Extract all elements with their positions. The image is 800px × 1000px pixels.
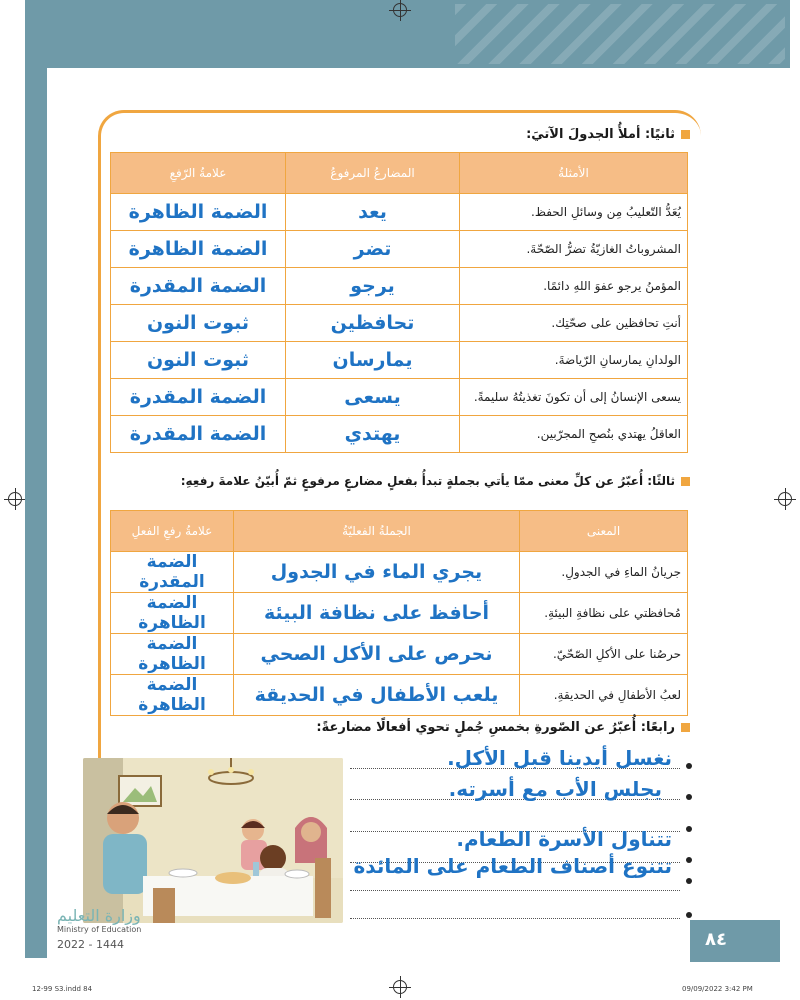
table-row [111,675,688,716]
section3-table [110,510,688,716]
ministry-name-arabic: وزارة التعليم [57,906,141,925]
section2-table [110,152,688,453]
table-header-row [111,511,688,552]
column-header: الجملةُ الفعليّةُ [234,511,520,552]
section2-title [526,127,690,142]
meaning-cell: حرصُنا على الأكلِ الصّحّيّ. [520,634,688,675]
table-row [111,634,688,675]
column-header: الأمثلةُ [460,153,688,194]
mark-answer-cell: الضمة المقدرة [111,379,286,416]
print-timestamp: 09/09/2022 3:42 PM [682,985,753,993]
file-slug: 12-99 S3.indd 84 [32,985,93,993]
bullet-square-icon [681,130,690,139]
bullet-dot-icon [686,794,692,800]
mark-answer-cell: الضمة المقدرة [111,552,234,593]
verb-answer-cell: تحافظين [286,305,460,342]
ministry-logo [57,906,141,951]
handwritten-answer: يجلس الأب مع أسرته. [448,777,662,801]
handwritten-answer: نغسل أيدينا قبل الأكل. [447,746,672,770]
registration-mark-icon [393,980,407,994]
verb-answer-cell: يهتدي [286,416,460,453]
table-row [111,416,688,453]
bullet-dot-icon [686,763,692,769]
left-decorative-strip [25,68,47,958]
example-cell: الولدانِ يمارسانِ الرّياضةَ. [460,342,688,379]
verb-answer-cell: يمارسان [286,342,460,379]
example-cell: المؤمنُ يرجو عفوَ اللهِ دائمًا. [460,268,688,305]
table-row [111,593,688,634]
mark-answer-cell: الضمة الظاهرة [111,634,234,675]
section4-title [316,720,690,735]
family-dinner-illustration [83,758,343,923]
sentence-answer-cell: نحرص على الأكل الصحي [234,634,520,675]
table-row [111,194,688,231]
mark-answer-cell: الضمة الظاهرة [111,593,234,634]
edition-year: 2022 - 1444 [57,938,124,951]
verb-answer-cell: تضر [286,231,460,268]
example-cell: يُعَدُّ التّعليبُ مِن وسائلِ الحفظ. [460,194,688,231]
handwritten-answer: تتناول الأسرة الطعام. [456,827,672,851]
verb-answer-cell: يعد [286,194,460,231]
handwritten-answer: تتنوع أصناف الطعام على المائدة [353,854,672,878]
mark-answer-cell: الضمة الظاهرة [111,231,286,268]
section3-title-text: ثالثًا: أُعبّرُ عن كلِّ معنى ممّا يأتي بجملةٍ تبدأُ بفعلٍ مضارعٍ مرفوعٍ ثمّ أُبيّنُ علامةَ رفعِهِ: [180,474,675,488]
meaning-cell: مُحافظتي على نظافةِ البيئةِ. [520,593,688,634]
bullet-square-icon [681,723,690,732]
table-row [111,231,688,268]
table-row [111,268,688,305]
mark-answer-cell: الضمة الظاهرة [111,194,286,231]
page-number-tab [690,920,780,962]
meaning-cell: لعبُ الأطفالِ في الحديقةِ. [520,675,688,716]
table-row [111,305,688,342]
answer-line [350,918,680,919]
mark-answer-cell: ثبوت النون [111,305,286,342]
example-cell: العاقلُ يهتدي بنُصحِ المجرّبين. [460,416,688,453]
bullet-dot-icon [686,857,692,863]
mark-answer-cell: الضمة الظاهرة [111,675,234,716]
verb-answer-cell: يرجو [286,268,460,305]
section2-title-text: ثانيًا: أملأُ الجدولَ الآتيَ: [526,127,675,142]
column-header: علامةُ الرّفعِ [111,153,286,194]
bullet-dot-icon [686,826,692,832]
ministry-name-english: Ministry of Education [57,925,142,934]
registration-mark-icon [8,492,22,506]
page-number: ٨٤ [705,929,727,950]
example-cell: يسعى الإنسانُ إلى أن تكونَ تغذيتُهُ سليمةً. [460,379,688,416]
answer-line [350,890,680,891]
section3-title [181,474,690,488]
table-row [111,342,688,379]
section4-title-text: رابعًا: أُعبّرُ عن الصّورةِ بخمسِ جُملٍ تحوي أفعالًا مضارعةً: [316,720,675,735]
sentence-answer-cell: يجري الماء في الجدول [234,552,520,593]
bullet-dot-icon [686,878,692,884]
example-cell: المشروباتُ الغازيّةُ تضرُّ الصّحّةَ. [460,231,688,268]
column-header: علامةُ رفعِ الفعلِ [111,511,234,552]
verb-answer-cell: يسعى [286,379,460,416]
sentence-answer-cell: أحافظ على نظافة البيئة [234,593,520,634]
table-row [111,379,688,416]
column-header: المعنى [520,511,688,552]
mark-answer-cell: الضمة المقدرة [111,268,286,305]
registration-mark-icon [393,3,407,17]
bullet-square-icon [681,477,690,486]
meaning-cell: جريانُ الماءِ في الجدولِ. [520,552,688,593]
table-header-row [111,153,688,194]
registration-mark-icon [778,492,792,506]
sentence-answer-cell: يلعب الأطفال في الحديقة [234,675,520,716]
mark-answer-cell: ثبوت النون [111,342,286,379]
table-row [111,552,688,593]
example-cell: أنتِ تحافظين على صحّتِك. [460,305,688,342]
column-header: المضارعُ المرفوعُ [286,153,460,194]
bullet-dot-icon [686,912,692,918]
mark-answer-cell: الضمة المقدرة [111,416,286,453]
